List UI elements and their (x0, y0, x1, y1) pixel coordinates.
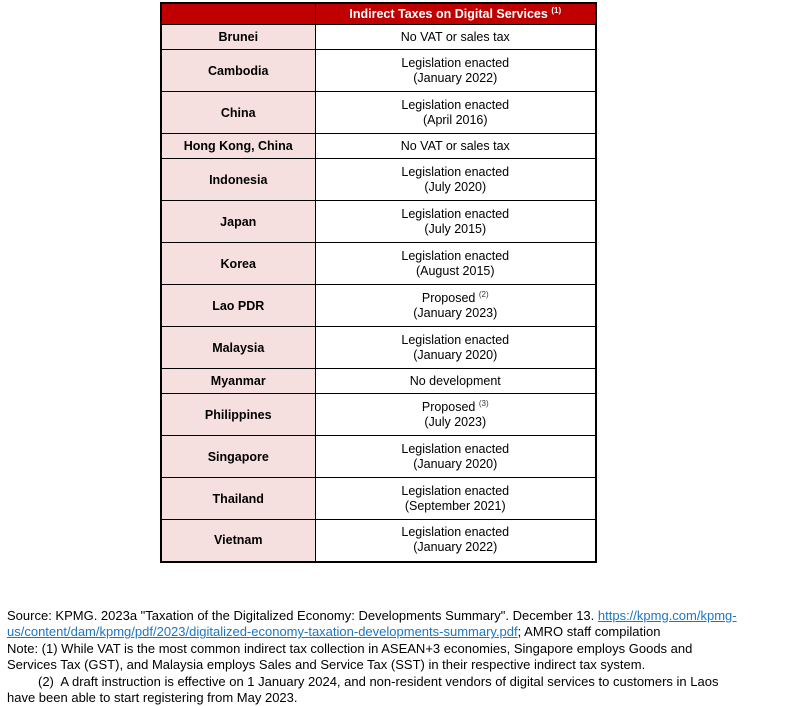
country-cell: Cambodia (161, 50, 315, 92)
country-cell: Brunei (161, 25, 315, 50)
country-cell: Korea (161, 243, 315, 285)
footnote-text: Services Tax (GST), and Malaysia employs Sales and Service Tax (SST) in their respective indirect tax system. (7, 657, 646, 673)
value-line-2: (January 2023) (413, 305, 498, 320)
value-cell (315, 159, 596, 201)
table-row (161, 50, 596, 92)
value-line-2: (April 2016) (422, 112, 488, 127)
footnote-1-marker: (1) (551, 5, 562, 15)
country-cell: Myanmar (161, 369, 315, 394)
footnote-text: (2) A draft instruction is effective on 1 January 2024, and non-resident vendors of digital services to customers in Laos (38, 673, 719, 689)
footnote-line (7, 608, 799, 624)
country-cell: Indonesia (161, 159, 315, 201)
value-cell (315, 436, 596, 478)
footnote-line (7, 690, 799, 706)
value-column-header (315, 3, 596, 25)
table-row (161, 159, 596, 201)
value-cell (315, 394, 596, 436)
country-cell: Vietnam (161, 520, 315, 562)
country-cell: Japan (161, 201, 315, 243)
value-line-1: No VAT or sales tax (400, 29, 510, 44)
value-line-1: Legislation enacted (401, 441, 510, 456)
value-cell (315, 285, 596, 327)
country-column-header (161, 3, 315, 25)
country-cell: Lao PDR (161, 285, 315, 327)
value-line-2: (July 2020) (424, 179, 487, 194)
value-line-2: (January 2020) (413, 456, 498, 471)
value-cell (315, 50, 596, 92)
value-cell (315, 520, 596, 562)
table-row (161, 134, 596, 159)
value-line-1: Legislation enacted (401, 248, 510, 263)
footnote-marker: (3) (478, 398, 489, 408)
country-cell: Hong Kong, China (161, 134, 315, 159)
source-link[interactable]: us/content/dam/kpmg/pdf/2023/digitalized-economy-taxation-developments-summary.pdf (7, 624, 518, 640)
table-header-row (161, 3, 596, 25)
value-cell (315, 243, 596, 285)
value-cell (315, 25, 596, 50)
country-cell: Malaysia (161, 327, 315, 369)
table-row (161, 201, 596, 243)
country-cell: China (161, 92, 315, 134)
value-line-1: Legislation enacted (401, 525, 510, 540)
footnote-line (7, 641, 799, 657)
country-cell: Philippines (161, 394, 315, 436)
value-line-1: Legislation enacted (401, 483, 510, 498)
value-line-1: Proposed (421, 290, 476, 305)
table-row (161, 92, 596, 134)
table-row (161, 478, 596, 520)
footnote-text: ; AMRO staff compilation (517, 624, 661, 640)
value-cell (315, 478, 596, 520)
value-line-1: No development (409, 373, 501, 388)
table-row (161, 243, 596, 285)
value-line-2: (August 2015) (415, 263, 495, 278)
footnote-marker: (2) (478, 289, 489, 299)
footnote-text: Source: KPMG. 2023a "Taxation of the Digitalized Economy: Developments Summary". December 13. (7, 608, 598, 623)
value-line-2: (January 2020) (413, 347, 498, 362)
footnotes (7, 608, 799, 706)
table-row (161, 369, 596, 394)
value-line-1: Legislation enacted (401, 332, 510, 347)
digital-tax-table (160, 2, 597, 563)
footnote-line (7, 624, 799, 640)
value-cell (315, 92, 596, 134)
footnote-line (7, 657, 799, 673)
table-row (161, 285, 596, 327)
table-row (161, 436, 596, 478)
table-row (161, 520, 596, 562)
value-line-1: Legislation enacted (401, 55, 510, 70)
value-cell (315, 369, 596, 394)
value-line-2: (September 2021) (404, 498, 506, 513)
value-line-1: Legislation enacted (401, 97, 510, 112)
value-line-2: (January 2022) (413, 70, 498, 85)
value-cell (315, 134, 596, 159)
footnote-text: Note: (1) While VAT is the most common indirect tax collection in ASEAN+3 economies, Singapore employs Goods and (7, 640, 693, 656)
table-row (161, 327, 596, 369)
value-line-1: Legislation enacted (401, 164, 510, 179)
value-line-1: Legislation enacted (401, 206, 510, 221)
value-column-header-label: Indirect Taxes on Digital Services (349, 7, 548, 21)
value-cell (315, 327, 596, 369)
value-line-1: No VAT or sales tax (400, 138, 510, 153)
value-line-2: (July 2023) (424, 414, 487, 429)
country-cell: Singapore (161, 436, 315, 478)
footnote-line (7, 674, 799, 690)
country-cell: Thailand (161, 478, 315, 520)
value-cell (315, 201, 596, 243)
value-line-2: (January 2022) (413, 540, 498, 555)
value-line-2: (July 2015) (424, 221, 487, 236)
value-line-1: Proposed (421, 399, 476, 414)
source-link[interactable]: https://kpmg.com/kpmg- (597, 608, 737, 623)
footnote-text: have been able to start registering from May 2023. (7, 690, 298, 706)
table-row (161, 25, 596, 50)
digital-tax-table-container (160, 2, 597, 563)
table-row (161, 394, 596, 436)
